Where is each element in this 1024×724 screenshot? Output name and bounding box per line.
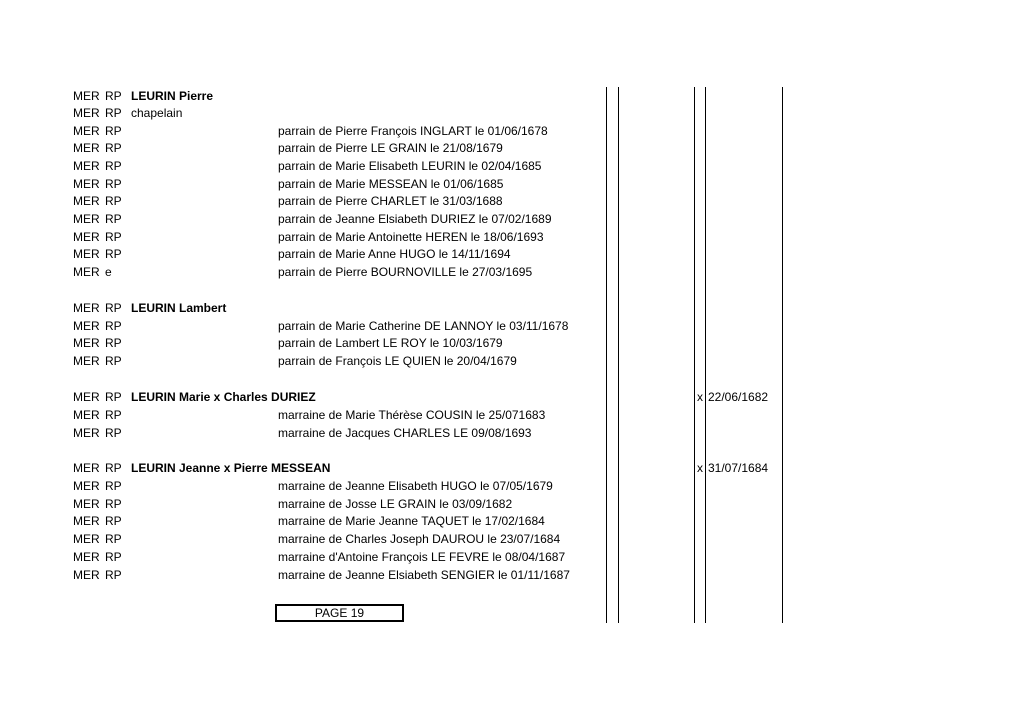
register-code: RP	[105, 532, 122, 546]
register-code: RP	[105, 247, 122, 261]
register-code: RP	[105, 568, 122, 582]
register-code: RP	[105, 426, 122, 440]
entry-row	[0, 158, 1024, 175]
register-code: RP	[105, 89, 122, 103]
register-code: RP	[105, 354, 122, 368]
entry-heading-row	[0, 460, 1024, 477]
register-code: e	[105, 265, 112, 279]
role-note: chapelain	[131, 106, 183, 120]
entry-row	[0, 318, 1024, 335]
entry-heading-row	[0, 389, 1024, 406]
event-detail: marraine de Charles Joseph DAUROU le 23/07/1684	[278, 532, 561, 546]
parish-code: MER	[73, 89, 100, 103]
register-code: RP	[105, 461, 122, 475]
entry-row	[0, 549, 1024, 566]
marriage-mark: x	[697, 390, 703, 404]
event-detail: parrain de Marie Antoinette HEREN le 18/06/1693	[278, 230, 544, 244]
parish-code: MER	[73, 426, 100, 440]
entry-row	[0, 425, 1024, 442]
register-code: RP	[105, 479, 122, 493]
parish-code: MER	[73, 265, 100, 279]
column-rule	[694, 87, 695, 623]
entry-row	[0, 176, 1024, 193]
entry-row	[0, 193, 1024, 210]
parish-code: MER	[73, 124, 100, 138]
marriage-date: 31/07/1684	[708, 461, 769, 475]
parish-code: MER	[73, 141, 100, 155]
entry-row	[0, 123, 1024, 140]
entry-row	[0, 105, 1024, 122]
entry-heading-row	[0, 88, 1024, 105]
event-detail: parrain de Pierre François INGLART le 01/06/1678	[278, 124, 548, 138]
person-name: LEURIN Marie x Charles DURIEZ	[131, 390, 316, 404]
entry-row	[0, 407, 1024, 424]
parish-code: MER	[73, 194, 100, 208]
parish-code: MER	[73, 159, 100, 173]
entry-row	[0, 531, 1024, 548]
entry-row	[0, 478, 1024, 495]
event-detail: parrain de Marie Anne HUGO le 14/11/1694	[278, 247, 511, 261]
register-code: RP	[105, 141, 122, 155]
register-code: RP	[105, 319, 122, 333]
event-detail: parrain de Marie Elisabeth LEURIN le 02/04/1685	[278, 159, 542, 173]
marriage-date: 22/06/1682	[708, 390, 769, 404]
entry-row	[0, 246, 1024, 263]
register-code: RP	[105, 301, 122, 315]
register-code: RP	[105, 230, 122, 244]
entry-row	[0, 513, 1024, 530]
entry-row	[0, 335, 1024, 352]
person-name: LEURIN Lambert	[131, 301, 227, 315]
register-code: RP	[105, 497, 122, 511]
person-name: LEURIN Pierre	[131, 89, 214, 103]
parish-code: MER	[73, 212, 100, 226]
event-detail: marraine de Jacques CHARLES LE 09/08/1693	[278, 426, 532, 440]
entry-row	[0, 353, 1024, 370]
event-detail: parrain de Pierre LE GRAIN le 21/08/1679	[278, 141, 503, 155]
event-detail: marraine de Jeanne Elisabeth HUGO le 07/05/1679	[278, 479, 553, 493]
entry-heading-row	[0, 300, 1024, 317]
parish-code: MER	[73, 479, 100, 493]
column-rule	[618, 87, 619, 623]
column-rule	[606, 87, 607, 623]
parish-code: MER	[73, 354, 100, 368]
register-code: RP	[105, 336, 122, 350]
parish-code: MER	[73, 568, 100, 582]
entry-row	[0, 229, 1024, 246]
event-detail: parrain de François LE QUIEN le 20/04/1679	[278, 354, 517, 368]
entry-row	[0, 496, 1024, 513]
parish-code: MER	[73, 319, 100, 333]
event-detail: parrain de Marie Catherine DE LANNOY le 03/11/1678	[278, 319, 569, 333]
event-detail: marraine de Josse LE GRAIN le 03/09/1682	[278, 497, 513, 511]
register-code: RP	[105, 159, 122, 173]
event-detail: marraine de Marie Jeanne TAQUET le 17/02/1684	[278, 514, 545, 528]
parish-code: MER	[73, 532, 100, 546]
parish-code: MER	[73, 247, 100, 261]
register-code: RP	[105, 212, 122, 226]
parish-code: MER	[73, 497, 100, 511]
event-detail: marraine de Marie Thérèse COUSIN le 25/071683	[278, 408, 546, 422]
event-detail: marraine d'Antoine François LE FEVRE le 08/04/1687	[278, 550, 566, 564]
column-rule	[782, 87, 783, 623]
register-code: RP	[105, 408, 122, 422]
parish-code: MER	[73, 177, 100, 191]
parish-code: MER	[73, 106, 100, 120]
register-code: RP	[105, 514, 122, 528]
event-detail: parrain de Marie MESSEAN le 01/06/1685	[278, 177, 504, 191]
parish-code: MER	[73, 550, 100, 564]
event-detail: parrain de Lambert LE ROY le 10/03/1679	[278, 336, 503, 350]
register-code: RP	[105, 390, 122, 404]
register-code: RP	[105, 106, 122, 120]
event-detail: parrain de Pierre CHARLET le 31/03/1688	[278, 194, 503, 208]
parish-code: MER	[73, 514, 100, 528]
register-code: RP	[105, 124, 122, 138]
parish-code: MER	[73, 390, 100, 404]
entry-row	[0, 264, 1024, 281]
register-code: RP	[105, 550, 122, 564]
parish-code: MER	[73, 408, 100, 422]
person-name: LEURIN Jeanne x Pierre MESSEAN	[131, 461, 331, 475]
event-detail: parrain de Jeanne Elsiabeth DURIEZ le 07/02/1689	[278, 212, 552, 226]
page-number: PAGE 19	[314, 606, 365, 620]
register-code: RP	[105, 177, 122, 191]
register-code: RP	[105, 194, 122, 208]
parish-code: MER	[73, 230, 100, 244]
parish-code: MER	[73, 301, 100, 315]
entry-row	[0, 567, 1024, 584]
page-number-box	[275, 604, 404, 622]
column-rule	[705, 87, 706, 623]
parish-code: MER	[73, 336, 100, 350]
event-detail: parrain de Pierre BOURNOVILLE le 27/03/1695	[278, 265, 533, 279]
parish-code: MER	[73, 461, 100, 475]
entry-row	[0, 211, 1024, 228]
event-detail: marraine de Jeanne Elsiabeth SENGIER le 01/11/1687	[278, 568, 570, 582]
marriage-mark: x	[697, 461, 703, 475]
entry-row	[0, 140, 1024, 157]
